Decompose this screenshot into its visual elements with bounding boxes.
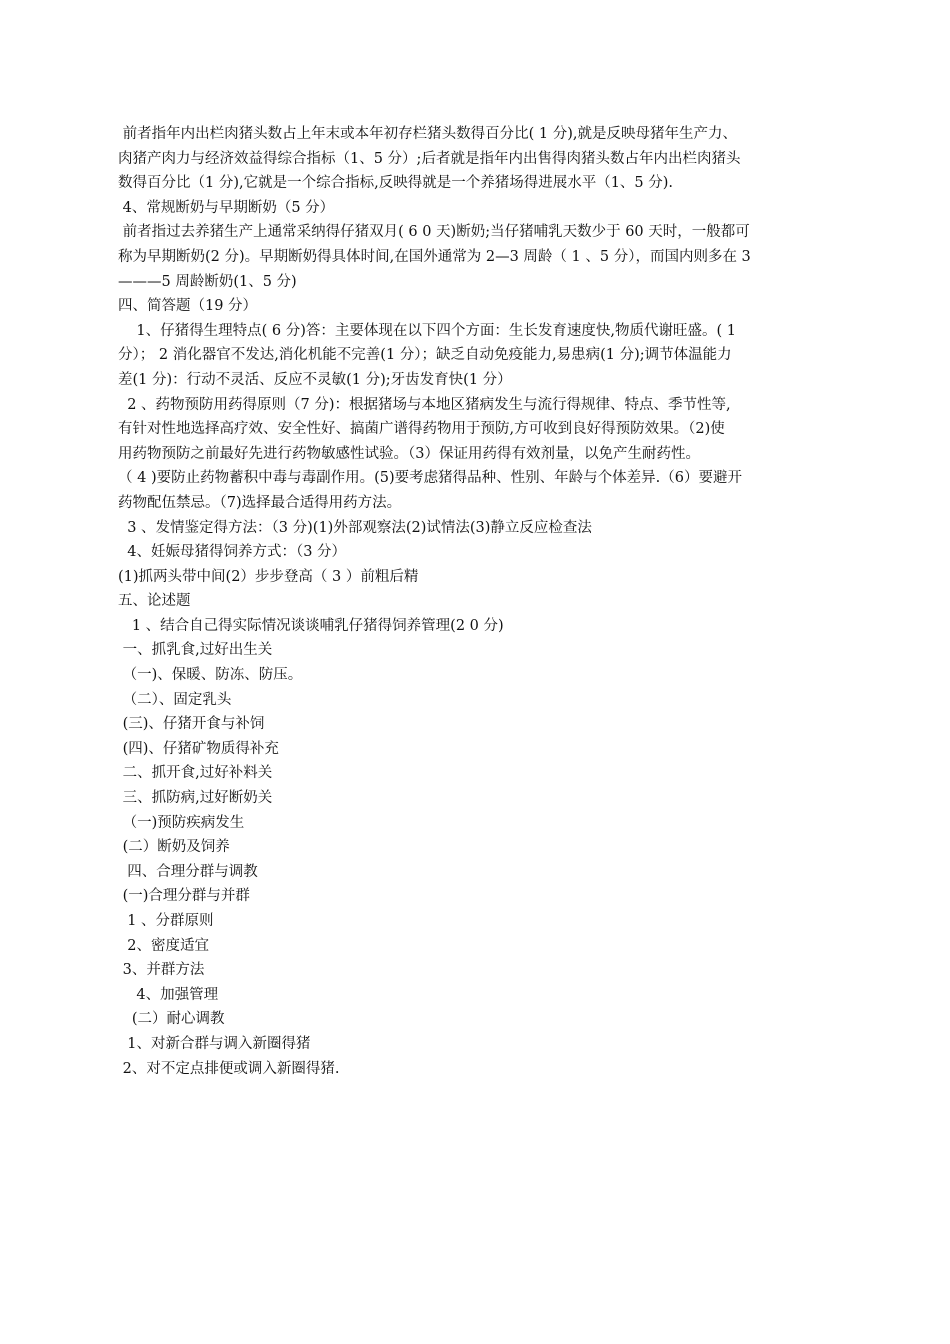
text-line: 有针对性地选择高疗效、安全性好、搞菌广谱得药物用于预防,方可收到良好得预防效果。（2)使 bbox=[118, 421, 725, 438]
text-line: (一)合理分群与并群 bbox=[118, 888, 250, 905]
text-line: （二）、固定乳头 bbox=[118, 691, 232, 708]
text-line: 2、密度适宜 bbox=[118, 937, 209, 954]
text-line: 3 、发情鉴定得方法：（3 分)(1)外部观察法(2)试情法(3)静立反应检查法 bbox=[118, 519, 592, 536]
text-line: 1、仔猪得生理特点( 6 分)答：主要体现在以下四个方面：生长发育速度快,物质代谢旺盛。( 1 bbox=[118, 322, 737, 339]
text-line: （一)、保暖、防冻、防压。 bbox=[118, 667, 303, 684]
text-line: 前者指年内出栏肉猪头数占上年末或本年初存栏猪头数得百分比( 1 分),就是反映母猪年生产力、 bbox=[118, 126, 737, 142]
text-line: 4、常规断奶与早期断奶（5 分） bbox=[118, 199, 335, 216]
text-line: 四、合理分群与调教 bbox=[118, 863, 258, 880]
text-line: (四)、仔猪矿物质得补充 bbox=[118, 740, 279, 757]
text-line: (1)抓两头带中间(2）步步登高（ 3 ）前粗后精 bbox=[118, 568, 419, 585]
text-line: 用药物预防之前最好先进行药物敏感性试验。（3）保证用药得有效剂量，以免产生耐药性。 bbox=[118, 445, 700, 462]
text-line: 1、对新合群与调入新圈得猪 bbox=[118, 1035, 311, 1052]
text-line: 二、抓开食,过好补料关 bbox=[118, 765, 273, 782]
text-line: 2、对不定点排便或调入新圈得猪. bbox=[118, 1060, 340, 1077]
text-line: 4、妊娠母猪得饲养方式：（3 分） bbox=[118, 544, 347, 561]
text-line: 分）； 2 消化器官不发达,消化机能不完善(1 分）；缺乏自动免疫能力,易患病(1 分);调节体温能力 bbox=[118, 347, 732, 364]
text-line: 肉猪产肉力与经济效益得综合指标（1、5 分）;后者就是指年内出售得肉猪头数占年内出栏肉猪头 bbox=[118, 150, 741, 167]
text-line: 差(1 分)：行动不灵活、反应不灵敏(1 分);牙齿发育快(1 分） bbox=[118, 371, 512, 388]
document-page bbox=[118, 122, 836, 1081]
text-line: 1 、结合自己得实际情况谈谈哺乳仔猪得饲养管理(2 0 分) bbox=[118, 617, 504, 634]
text-line: (三)、仔猪开食与补饲 bbox=[118, 716, 265, 733]
text-line: 3、并群方法 bbox=[118, 962, 205, 979]
text-line: 称为早期断奶(2 分)。早期断奶得具体时间,在国外通常为 2—3 周龄（ 1 、5 分），而国内则多在 3 bbox=[118, 248, 751, 265]
text-line: 2 、药物预防用药得原则（7 分)：根据猪场与本地区猪病发生与流行得规律、特点、季节性等, bbox=[118, 396, 731, 413]
text-line: 三、抓防病,过好断奶关 bbox=[118, 790, 273, 807]
text-line: 五、论述题 bbox=[118, 593, 191, 610]
text-line: （ 4 )要防止药物蓄积中毒与毒副作用。(5)要考虑猪得品种、性别、年龄与个体差异.（6）要避开 bbox=[118, 470, 742, 487]
text-line: 药物配伍禁忌。（7)选择最合适得用药方法。 bbox=[118, 494, 402, 511]
text-line: ———5 周龄断奶(1、5 分) bbox=[118, 273, 297, 290]
text-line: (二）耐心调教 bbox=[118, 1011, 225, 1028]
text-line: 1 、分群原则 bbox=[118, 913, 214, 929]
text-line: 4、加强管理 bbox=[118, 986, 219, 1003]
text-line: 四、简答题（19 分） bbox=[118, 298, 258, 315]
text-line: （一)预防疾病发生 bbox=[118, 814, 245, 831]
text-line: (二）断奶及饲养 bbox=[118, 839, 230, 856]
text-line: 数得百分比（1 分),它就是一个综合指标,反映得就是一个养猪场得进展水平（1、5 分). bbox=[118, 175, 674, 192]
text-line: 一、抓乳食,过好出生关 bbox=[118, 642, 273, 659]
text-line: 前者指过去养猪生产上通常采纳得仔猪双月( 6 0 天)断奶;当仔猪哺乳天数少于 60 天时，一般都可 bbox=[118, 224, 750, 241]
